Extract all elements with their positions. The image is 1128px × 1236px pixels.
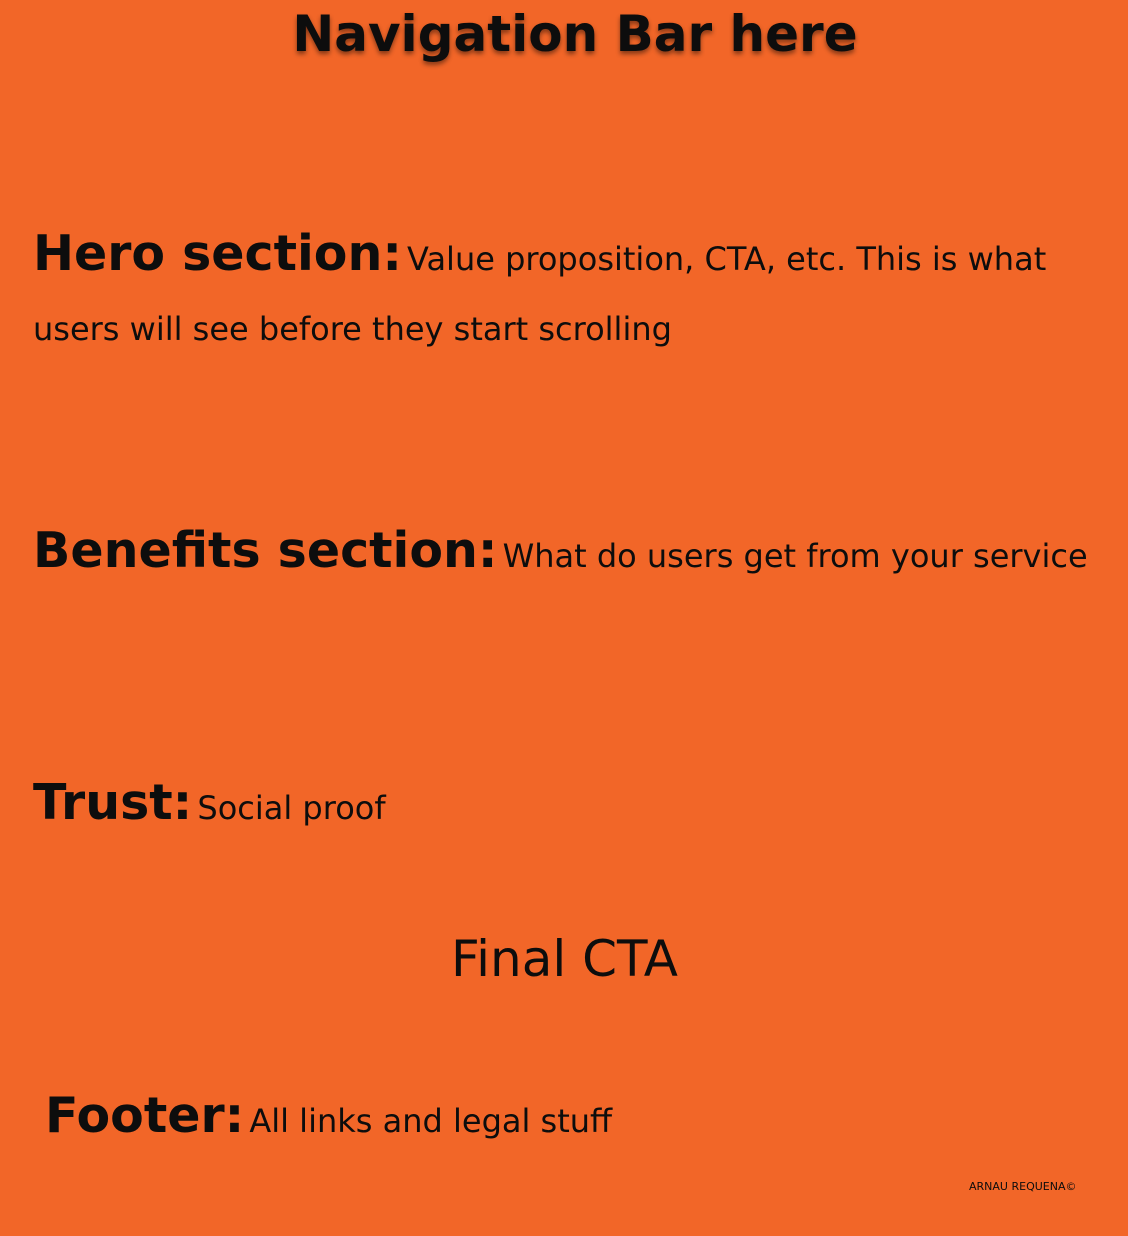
navigation-bar-label: Navigation Bar here [292,5,858,63]
benefits-section-heading: Benefits section: [33,522,498,579]
trust-section-description: Social proof [197,789,386,827]
author-name: ARNAU REQUENA [969,1180,1066,1193]
hero-section-heading: Hero section: [33,225,402,282]
benefits-section-description: What do users get from your service [502,537,1088,575]
footer-section-heading: Footer: [45,1087,245,1144]
footer-section-block [45,1084,1128,1159]
benefits-section-block [33,518,1123,595]
trust-section-block [33,772,1123,845]
copyright-symbol: © [1065,1180,1077,1193]
footer-section-description: All links and legal stuff [249,1102,613,1140]
author-credit [969,1180,1076,1193]
final-cta-label: Final CTA [451,930,678,988]
trust-section-heading: Trust: [33,774,193,831]
hero-section-block [33,222,1123,367]
hero-section-description: Value proposition, CTA, etc. This is what users will see before they start scrolling [33,240,1047,348]
